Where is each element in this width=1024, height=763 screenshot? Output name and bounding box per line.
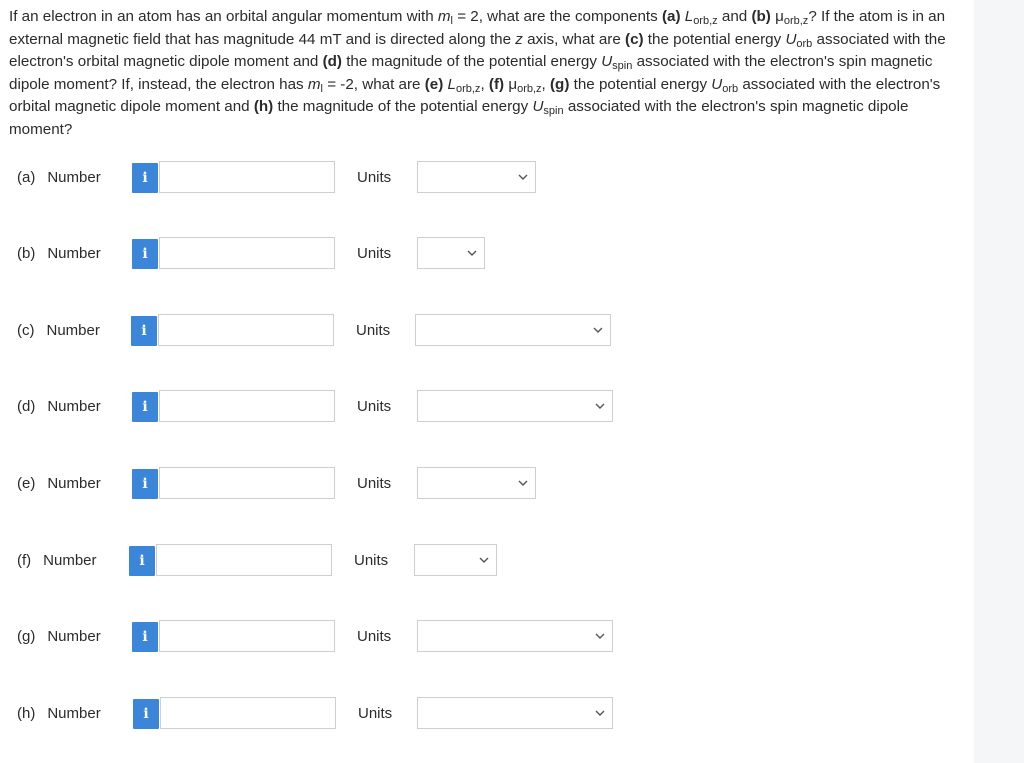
number-input[interactable]	[159, 237, 335, 269]
number-label: Number	[47, 398, 101, 415]
info-icon[interactable]: i	[132, 392, 158, 422]
units-select[interactable]	[417, 467, 536, 499]
info-icon[interactable]: i	[133, 699, 159, 729]
number-input[interactable]	[159, 467, 335, 499]
answer-row-d	[17, 390, 717, 424]
number-input[interactable]	[159, 161, 335, 193]
part-label: (e)	[17, 475, 36, 492]
part-label: (a)	[17, 169, 36, 186]
chevron-down-icon	[518, 172, 528, 182]
number-label: Number	[47, 628, 101, 645]
info-icon[interactable]: i	[131, 316, 157, 346]
info-icon[interactable]: i	[132, 163, 158, 193]
part-label: (d)	[17, 398, 36, 415]
number-label: Number	[47, 705, 101, 722]
number-label: Number	[47, 475, 101, 492]
units-select[interactable]	[417, 620, 613, 652]
info-icon[interactable]: i	[132, 469, 158, 499]
units-label: Units	[357, 398, 392, 415]
part-label: (g)	[17, 628, 36, 645]
number-input[interactable]	[159, 390, 335, 422]
answer-row-e	[17, 467, 717, 501]
part-label: (c)	[17, 322, 35, 339]
number-label: Number	[47, 169, 101, 186]
part-label: (f)	[17, 552, 32, 569]
info-icon[interactable]: i	[132, 622, 158, 652]
part-label: (b)	[17, 245, 36, 262]
answer-row-c	[17, 314, 717, 348]
answer-row-b	[17, 237, 717, 271]
units-select[interactable]	[417, 237, 485, 269]
right-gutter	[974, 0, 1024, 763]
number-input[interactable]	[160, 697, 336, 729]
units-select[interactable]	[415, 314, 611, 346]
units-label: Units	[354, 552, 389, 569]
number-label: Number	[46, 322, 100, 339]
answer-row-g	[17, 620, 717, 654]
units-label: Units	[356, 322, 391, 339]
chevron-down-icon	[595, 631, 605, 641]
units-select[interactable]	[417, 697, 613, 729]
chevron-down-icon	[595, 401, 605, 411]
part-label: (h)	[17, 705, 36, 722]
number-label: Number	[43, 552, 97, 569]
units-select[interactable]	[417, 390, 613, 422]
number-input[interactable]	[159, 620, 335, 652]
answer-row-h	[17, 697, 717, 731]
answer-row-a	[17, 161, 717, 195]
units-label: Units	[357, 628, 392, 645]
info-icon[interactable]: i	[129, 546, 155, 576]
units-select[interactable]	[417, 161, 536, 193]
answer-row-f	[17, 544, 717, 578]
number-label: Number	[47, 245, 101, 262]
number-input[interactable]	[158, 314, 334, 346]
units-label: Units	[357, 169, 392, 186]
info-icon[interactable]: i	[132, 239, 158, 269]
chevron-down-icon	[479, 555, 489, 565]
chevron-down-icon	[518, 478, 528, 488]
chevron-down-icon	[595, 708, 605, 718]
number-input[interactable]	[156, 544, 332, 576]
units-label: Units	[357, 245, 392, 262]
units-label: Units	[358, 705, 393, 722]
chevron-down-icon	[467, 248, 477, 258]
units-select[interactable]	[414, 544, 497, 576]
chevron-down-icon	[593, 325, 603, 335]
question-text: If an electron in an atom has an orbital angular momentum with $m_l = 2$, what are the components (a) $L_{orb,z}$ and (b) $\mu_{orb,z}$? If the atom is in an external magnetic field that has magnitude 44 mT and is directed along the z axis, what are (c) the potential energy $U_{orb}$ associated with the electron's orbital magnetic dipole moment and (d) the magnitude of the potential energy $U_{spin}$ associated with the electron's spin magnetic dipole moment? If, instead, the electron has $m_l = -2$, what are (e) $L_{orb,z}$, (f) $\mu_{orb,z}$, (g) the potential energy $U_{orb}$ associated with the electron's orbital magnetic dipole moment and (h) the magnitude of the potential energy $U_{spin}$ associated with the electron's spin magnetic dipole moment?	[9, 8, 946, 138]
units-label: Units	[357, 475, 392, 492]
